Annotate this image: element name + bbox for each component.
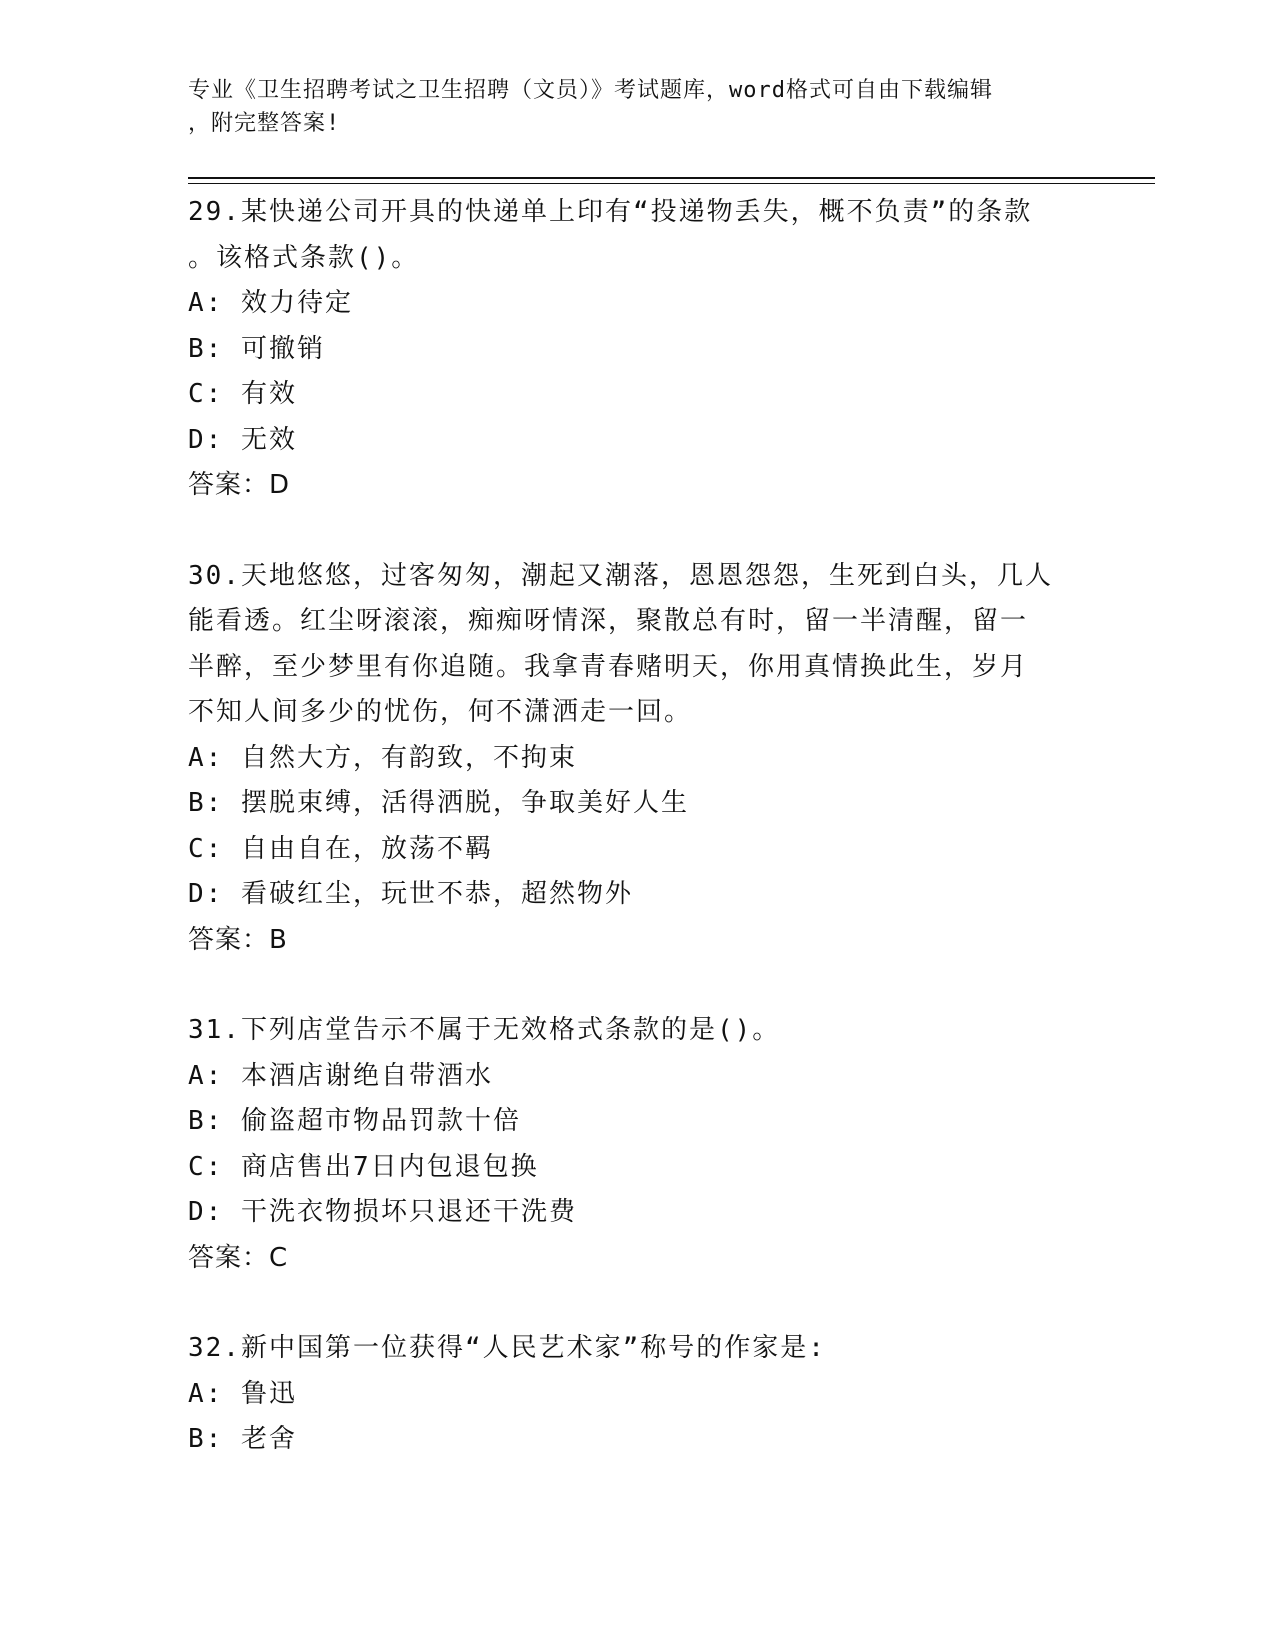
answer-label: 答案：D xyxy=(188,470,291,500)
question-list xyxy=(188,190,1088,1508)
answer-label: 答案：B xyxy=(188,924,288,955)
question-text-line: 32.新中国第一位获得“人民艺术家”称号的作家是: xyxy=(188,1333,826,1363)
question-31 xyxy=(188,1008,1088,1281)
option-d: D: 干洗衣物损坏只退还干洗费 xyxy=(188,1197,577,1227)
option-a: A: 鲁迅 xyxy=(188,1378,297,1409)
option-c: C: 商店售出7日内包退包换 xyxy=(188,1151,539,1182)
option-c: C: 有效 xyxy=(188,379,297,409)
document-header xyxy=(188,74,1068,140)
option-a: A: 自然大方，有韵致，不拘束 xyxy=(188,742,577,773)
option-c: C: 自由自在，放荡不羁 xyxy=(188,833,493,864)
header-line-1: 专业《卫生招聘考试之卫生招聘（文员）》考试题库，word格式可自由下载编辑 xyxy=(188,78,993,103)
answer-label: 答案：C xyxy=(188,1242,289,1273)
question-text-line: 半醉，至少梦里有你追随。我拿青春赌明天，你用真情换此生，岁月 xyxy=(188,651,1029,682)
question-32 xyxy=(188,1326,1088,1463)
question-29 xyxy=(188,190,1088,509)
option-b: B: 老舍 xyxy=(188,1424,297,1454)
question-text-line: 不知人间多少的忧伤，何不潇洒走一回。 xyxy=(188,697,693,727)
header-divider-thin xyxy=(188,183,1155,184)
option-b: B: 可撤销 xyxy=(188,333,325,364)
question-30 xyxy=(188,554,1088,964)
header-divider-thick xyxy=(188,177,1155,179)
question-text-line: 30.天地悠悠，过客匆匆，潮起又潮落，恩恩怨怨，生死到白头，几人 xyxy=(188,560,1053,591)
option-b: B: 偷盗超市物品罚款十倍 xyxy=(188,1106,521,1136)
question-text-line: 31.下列店堂告示不属于无效格式条款的是()。 xyxy=(188,1015,781,1045)
header-line-2: ，附完整答案! xyxy=(188,111,341,136)
option-a: A: 本酒店谢绝自带酒水 xyxy=(188,1060,493,1091)
option-a: A: 效力待定 xyxy=(188,288,353,318)
question-text-line: 能看透。红尘呀滚滚，痴痴呀情深，聚散总有时，留一半清醒，留一 xyxy=(188,606,1029,636)
question-text-line: 29.某快递公司开具的快递单上印有“投递物丢失，概不负责”的条款 xyxy=(188,197,1033,227)
option-b: B: 摆脱束缚，活得洒脱，争取美好人生 xyxy=(188,788,689,818)
option-d: D: 看破红尘，玩世不恭，超然物外 xyxy=(188,879,633,909)
option-d: D: 无效 xyxy=(188,424,297,455)
question-text-line: 。该格式条款()。 xyxy=(188,242,420,273)
